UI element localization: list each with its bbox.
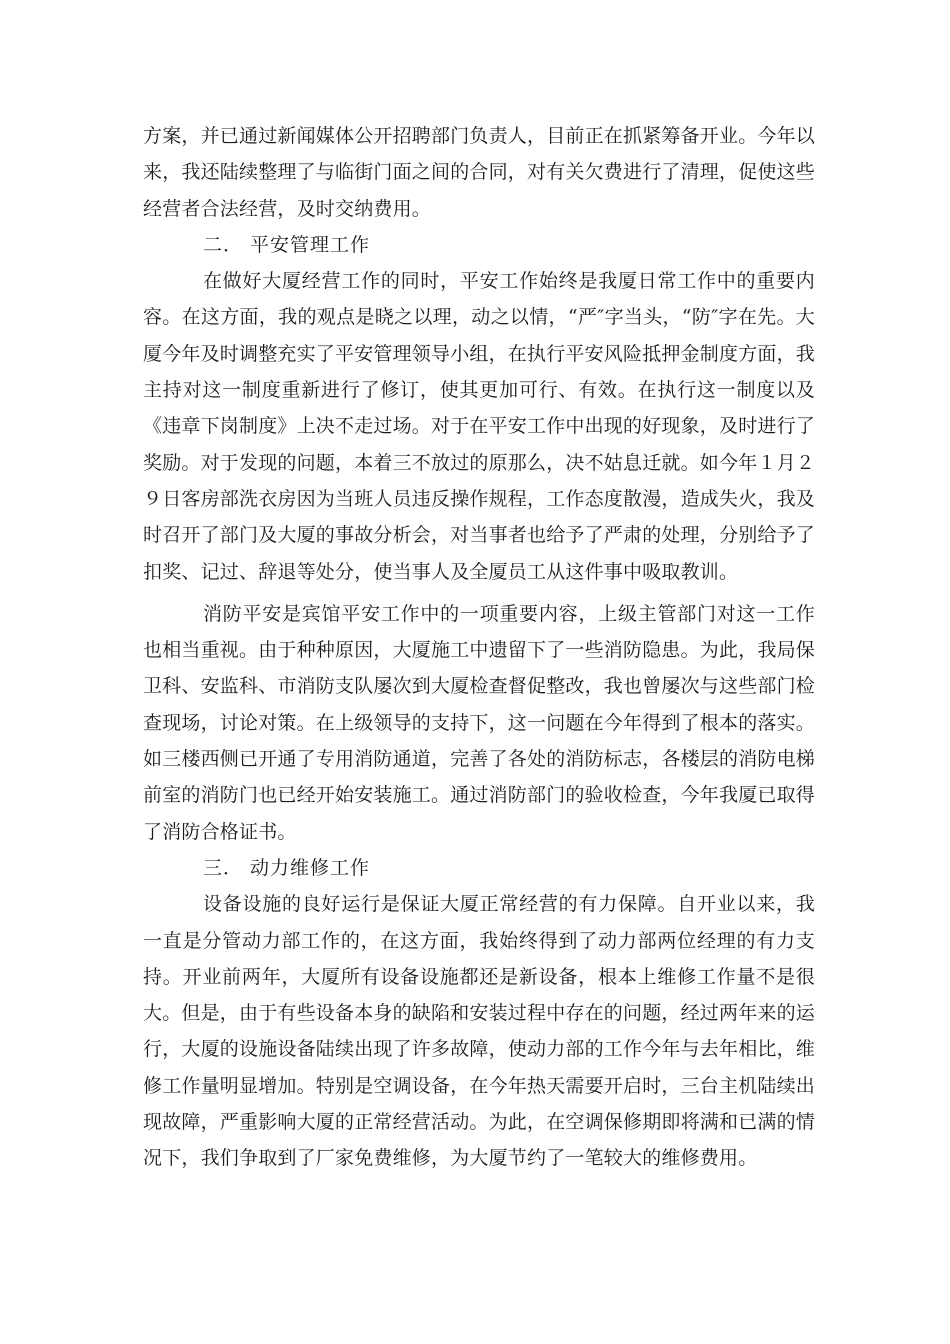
paragraph-fire-safety: 消防平安是宾馆平安工作中的一项重要内容，上级主管部门对这一工作也相当重视。由于种种原因，大厦施工中遗留下了一些消防隐患。为此，我局保卫科、安监科、市消防支队屡次到大厦检查督促整改，我也曾屡次与这些部门检查现场，讨论对策。在上级领导的支持下，这一问题在今年得到了根本的落实。如三楼西侧已开通了专用消防通道，完善了各处的消防标志，各楼层的消防电梯前室的消防门也已经开始安装施工。通过消防部门的验收检查，今年我厦已取得了消防合格证书。 [143, 602, 816, 843]
document-body [143, 118, 815, 1177]
paragraph-equipment-maintenance: 设备设施的良好运行是保证大厦正常经营的有力保障。自开业以来，我一直是分管动力部工作的，在这方面，我始终得到了动力部两位经理的有力支持。开业前两年，大厦所有设备设施都还是新设备，根本上维修工作量不是很大。但是，由于有些设备本身的缺陷和安装过程中存在的问题，经过两年来的运行，大厦的设施设备陆续出现了许多故障，使动力部的工作今年与去年相比，维修工作量明显增加。特别是空调设备，在今年热天需要开启时，三台主机陆续出现故障，严重影响大厦的正常经营活动。为此，在空调保修期即将满和已满的情况下，我们争取到了厂家免费维修，为大厦节约了一笔较大的维修费用。 [143, 893, 816, 1170]
paragraph-continuation: 方案，并已通过新闻媒体公开招聘部门负责人，目前正在抓紧筹备开业。今年以来，我还陆续整理了与临街门面之间的合同，对有关欠费进行了清理，促使这些经营者合法经营，及时交纳费用。 [143, 125, 816, 220]
section-heading-safety: 二． 平安管理工作 [203, 233, 371, 256]
section-heading-maintenance: 三． 动力维修工作 [203, 856, 371, 879]
paragraph-safety-management: 在做好大厦经营工作的同时，平安工作始终是我厦日常工作中的重要内容。在这方面，我的观点是晓之以理，动之以情，“严″字当头，“防″字在先。大厦今年及时调整充实了平安管理领导小组，在执行平安风险抵押金制度方面，我主持对这一制度重新进行了修订，使其更加可行、有效。在执行这一制度以及《违章下岗制度》上决不走过场。对于在平安工作中出现的好现象，及时进行了奖励。对于发现的问题，本着三不放过的原那么，决不姑息迁就。如今年１月２９日客房部洗衣房因为当班人员违反操作规程，工作态度散漫，造成失火，我及时召开了部门及大厦的事故分析会，对当事者也给予了严肃的处理，分别给予了扣奖、记过、辞退等处分，使当事人及全厦员工从这件事中吸取教训。 [143, 270, 816, 583]
